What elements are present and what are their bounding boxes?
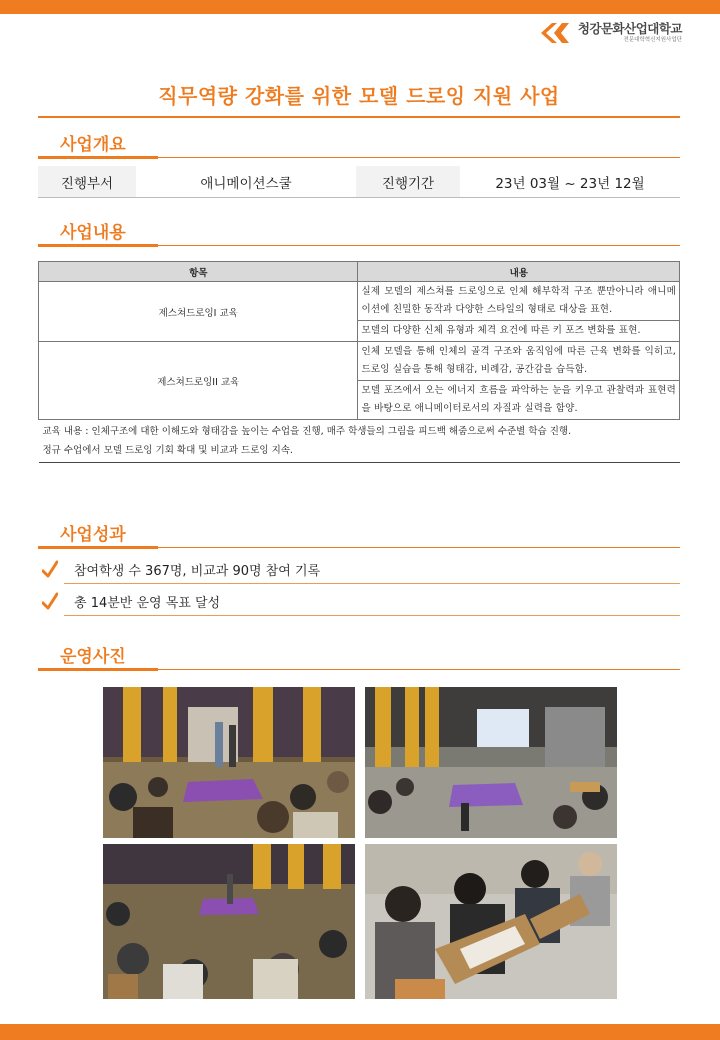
section-results-heading xyxy=(38,520,680,550)
desc-cell: 실제 모델의 제스쳐를 드로잉으로 인체 해부학적 구조 뿐만아니라 애니메이션에 친밀한 동작과 다양한 스타일의 형태로 대상을 표현. xyxy=(358,282,680,321)
classroom-photo-3 xyxy=(103,844,355,999)
overview-table xyxy=(38,166,680,198)
bottom-accent-bar xyxy=(0,1024,720,1040)
note-line: 정규 수업에서 모델 드로잉 기회 확대 및 비교과 드로잉 지속. xyxy=(42,445,293,456)
item-cell: 제스쳐드로잉I 교육 xyxy=(39,282,358,342)
dept-label: 진행부서 xyxy=(38,166,136,197)
logo-name: 청강문화산업대학교 xyxy=(577,21,682,36)
ck-logo-icon xyxy=(538,21,572,45)
table-row xyxy=(39,282,680,321)
desc-cell: 모델 포즈에서 오는 에너지 흐름을 파악하는 눈을 키우고 관찰력과 표현력을 바탕으로 애니메이터로서의 자질과 실력을 함양. xyxy=(358,381,680,420)
desc-cell: 인체 모델을 통해 인체의 골격 구조와 움직임에 따른 근육 변화를 익히고, 드로잉 실습을 통해 형태감, 비례감, 공간감을 습득함. xyxy=(358,342,680,381)
result-item xyxy=(38,554,680,584)
column-header-item: 항목 xyxy=(39,262,358,282)
classroom-photo-1 xyxy=(103,687,355,838)
logo-subtitle: 전문대학혁신지원사업단 xyxy=(623,37,682,43)
checkmark-icon xyxy=(42,592,58,610)
dept-value: 애니메이션스쿨 xyxy=(200,175,292,192)
checkmark-icon xyxy=(42,560,58,578)
section-photos-heading xyxy=(38,642,680,672)
section-overview-heading xyxy=(38,130,680,160)
section-label: 사업내용 xyxy=(60,223,126,243)
section-label: 사업성과 xyxy=(60,525,126,545)
title-divider xyxy=(38,116,680,118)
classroom-photo-4 xyxy=(365,844,617,999)
university-logo xyxy=(538,20,682,46)
result-text: 총 14분반 운영 목표 달성 xyxy=(74,596,221,611)
period-label: 진행기간 xyxy=(356,166,460,197)
desc-cell: 모델의 다양한 신체 유형과 체격 요건에 따른 키 포즈 변화를 표현. xyxy=(358,321,680,342)
column-header-desc: 내용 xyxy=(358,262,680,282)
page-title: 직무역량 강화를 위한 모델 드로잉 지원 사업 xyxy=(158,84,560,108)
section-label: 사업개요 xyxy=(60,135,126,155)
section-label: 운영사진 xyxy=(60,647,126,667)
result-item xyxy=(38,586,680,616)
top-accent-bar xyxy=(0,0,720,14)
table-row xyxy=(39,342,680,381)
section-content-heading xyxy=(38,218,680,248)
result-text: 참여학생 수 367명, 비교과 90명 참여 기록 xyxy=(74,564,321,579)
table-note-row xyxy=(39,420,680,463)
classroom-photo-2 xyxy=(365,687,617,838)
period-value: 23년 03월 ~ 23년 12월 xyxy=(495,175,645,192)
item-cell: 제스쳐드로잉II 교육 xyxy=(39,342,358,420)
content-table xyxy=(38,261,680,463)
note-line: 교육 내용 : 인체구조에 대한 이해도와 형태감을 높이는 수업을 진행, 매주 학생들의 그림을 피드백 해줌으로써 수준별 학습 진행. xyxy=(42,426,572,437)
